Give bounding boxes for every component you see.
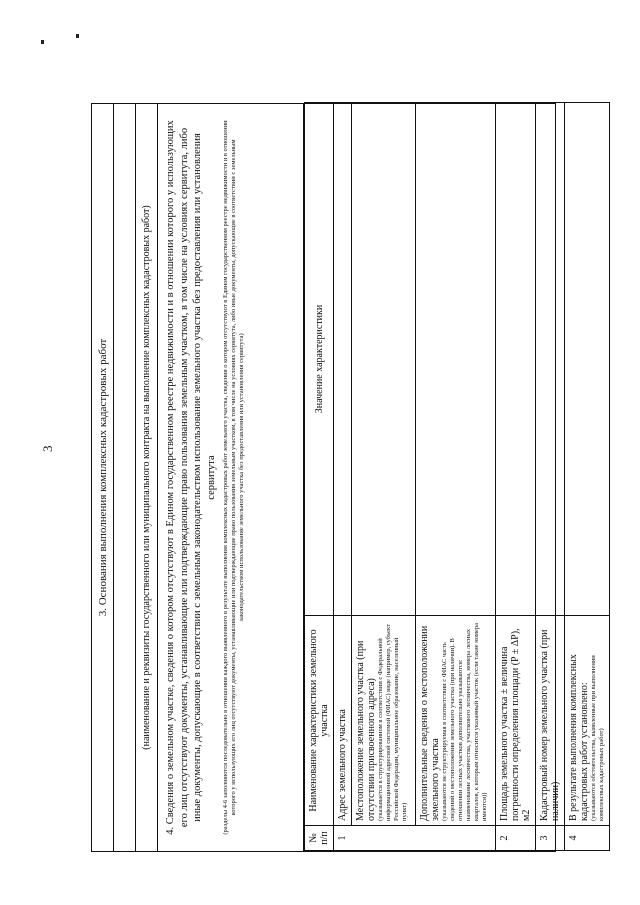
land-plot-table — [304, 102, 610, 851]
rotated-document — [91, 103, 605, 852]
contract-details-caption: (наименование и реквизиты государственного или муниципального контракта на выполнение комплексных кадастровых работ) — [136, 104, 158, 851]
header-value: Значение характеристики — [305, 103, 334, 616]
document-sheet — [91, 103, 605, 852]
cadastral-number-value[interactable] — [536, 103, 565, 616]
table-row — [565, 103, 610, 851]
findings-label: В результате выполнения комплексных кадастровых работ установлено: — [568, 654, 590, 821]
section-4-block — [158, 104, 304, 851]
findings-value[interactable] — [565, 103, 610, 616]
row-number: 4 — [565, 826, 610, 851]
table-row — [496, 103, 536, 851]
section-3-title: 3. Основания выполнения комплексных кадастровых работ — [92, 104, 114, 851]
scan-mark — [76, 34, 79, 38]
location-cell — [352, 616, 416, 826]
address-value[interactable] — [334, 103, 352, 616]
address-label: Адрес земельного участка — [334, 616, 352, 826]
table-row — [416, 103, 496, 851]
row-number: 2 — [496, 826, 536, 851]
section-4-heading: 4. Сведения о земельном участке, сведения о котором отсутствуют в Едином государственном реестре недвижимости и в отношении которого у использующих его лиц отсутствуют документы, устанавливающие или подтверждающие право пользования земельным участком, в том числе на условиях сервитута, либо иные документы, допускающие в соответствии с земельным законодательством использование земельного участка без предоставления или установления сервитута — [165, 120, 217, 835]
header-characteristic: Наименование характеристики земельного участка — [305, 616, 334, 826]
row-number: 1 — [334, 826, 496, 851]
table-row — [334, 103, 352, 851]
table-row — [352, 103, 416, 851]
additional-location-cell — [416, 616, 496, 826]
location-label: Местоположение земельного участка (при отсутствии присвоенного адреса) — [355, 640, 377, 821]
contract-details-field[interactable] — [114, 104, 136, 851]
page-number: 3 — [40, 445, 55, 452]
table-header-row — [305, 103, 334, 851]
scan-mark — [41, 40, 44, 44]
location-value[interactable] — [352, 103, 416, 616]
area-label: Площадь земельного участка ± величина погрешности определения площади (P ± ΔP), м2 — [496, 616, 536, 826]
area-value[interactable] — [496, 103, 536, 616]
additional-location-value[interactable] — [416, 103, 496, 616]
cadastral-number-label: Кадастровый номер земельного участка (при наличии) — [536, 616, 565, 826]
section-4-note: (разделы 4-6 заполняются последовательно в отношении каждого выявленного в результате выполнения комплексных кадастровых работ земельного участка, сведения о котором отсутствуют в Едином государственном реестре недвижимости и в отношении которого у использующих его лиц отсутствуют документы, устанавливающие или подтверждающие право пользования земельным участком, в том числе на условиях сервитута, либо иные документы, допускающие в соответствии с земельным законодательством использование земельного участка без предоставления или установления сервитута) — [222, 120, 245, 835]
additional-location-note: (указываются не структурируемая в соответствии с ФИАС часть сведений о местоположении земельного участка (при наличии). В отношении лесных участков дополнительно указываются: наименование лесничества, участкового лесничества, номера лесных кварталов, к которым относится указанный участок (если такие номера имеются)) — [441, 623, 488, 821]
findings-cell — [565, 616, 610, 826]
additional-location-label: Дополнительные сведения о местоположении земельного участка — [419, 625, 441, 821]
location-note: (указывается в структурированном в соответствии с Федеральной информационной адресной системой (ФИАС) виде (например, субъект Российской Федерации, муниципальное образование, населенный пункт) — [377, 624, 408, 821]
header-number: № п/п — [305, 826, 334, 851]
table-row — [536, 103, 565, 851]
row-number: 3 — [536, 826, 565, 851]
findings-note: (указываются обстоятельства, выявленные при выполнении комплексных кадастровых работ) — [590, 655, 605, 821]
